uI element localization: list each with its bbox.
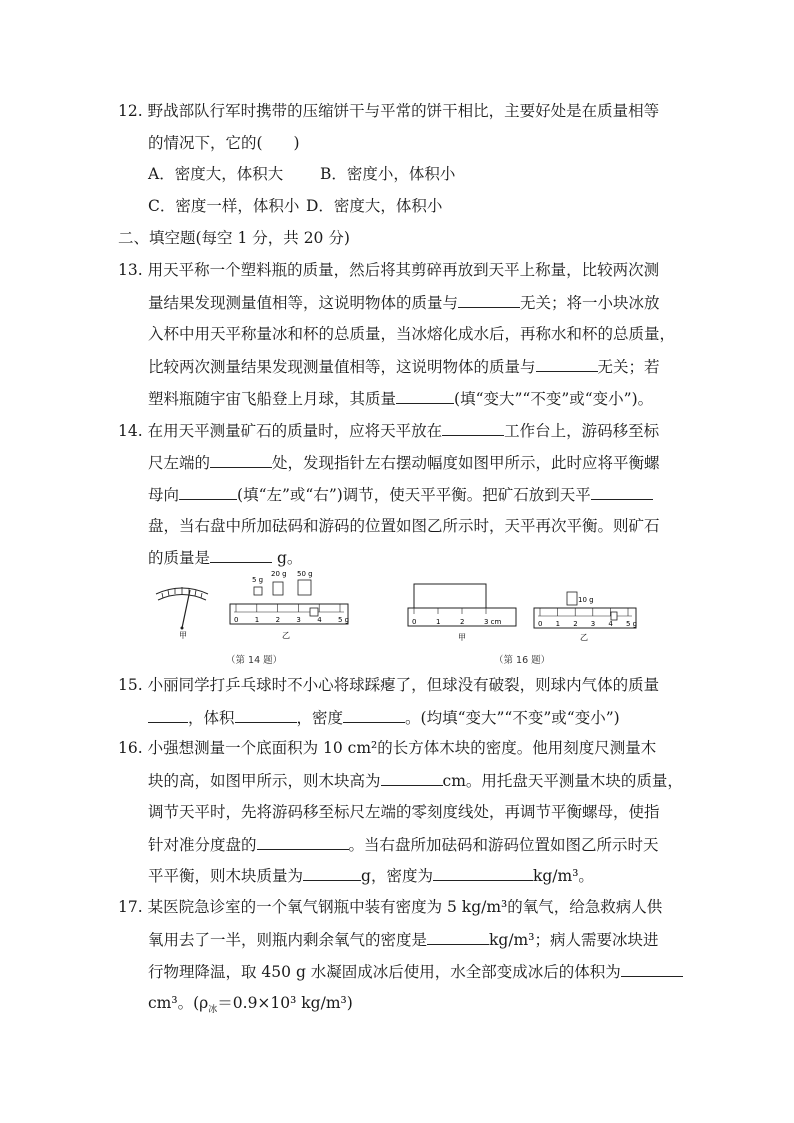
fig14-yi-label: 乙	[282, 631, 290, 640]
question-number: 12.	[118, 102, 143, 120]
tick-label: 5 g	[338, 616, 350, 624]
q13-line-2: 量结果发现测量值相等，这说明物体的质量与 无关；将一小块冰放	[148, 291, 660, 314]
q15-line-1: 15. 小丽同学打乒乓球时不小心将球踩瘪了，但球没有破裂，则球内气体的质量	[118, 676, 660, 694]
tick-label: 1	[254, 616, 260, 624]
q14-line-4: 盘，当右盘中所加砝码和游码的位置如图乙所示时，天平再次平衡。则矿石	[148, 517, 660, 535]
q17-line-2: 氧用去了一半，则瓶内剩余氧气的密度是 kg/m³；病人需要冰块进	[148, 928, 658, 951]
q14-line-2: 尺左端的 处，发现指针左右摆动幅度如图甲所示，此时应将平衡螺	[148, 451, 660, 474]
fig16-tick-labels	[538, 608, 637, 628]
tick-label: 2	[275, 616, 281, 624]
q14-line-3: 母向 (填“左”或“右”)调节，使天平平衡。把矿石放到天平	[148, 483, 653, 506]
tick-label: 4	[317, 616, 322, 624]
q12-option-d: D．密度大，体积小	[306, 197, 443, 215]
q17-line-1: 17. 某医院急诊室的一个氧气钢瓶中装有密度为 5 kg/m³的氧气，给急救病人供	[118, 898, 663, 916]
answer-blank	[235, 706, 297, 723]
fig16-jia-label: 甲	[458, 633, 466, 642]
tick-label: 2	[573, 620, 578, 628]
q16-line-5: 平平衡，则木块质量为 g，密度为 kg/m³。	[148, 864, 594, 887]
fig16-weight	[567, 592, 594, 605]
q13-line-4: 比较两次测量结果发现测量值相等，这说明物体的质量与 无关；若	[148, 355, 660, 378]
answer-blank	[536, 355, 598, 372]
tick-label: 5 g	[626, 620, 638, 628]
balance-pointer-dial	[156, 587, 208, 630]
tick-label: 4	[608, 620, 613, 628]
tick-label: 2	[460, 618, 465, 626]
weight-label-20g: 20 g	[271, 570, 287, 578]
tick-label: 3 cm	[484, 618, 502, 626]
question-number: 13.	[118, 261, 143, 279]
tick-label: 1	[436, 618, 441, 626]
q16-line-1: 16. 小强想测量一个底面积为 10 cm²的长方体木块的密度。他用刻度尺测量木	[118, 739, 657, 757]
q12-option-c: C．密度一样，体积小	[148, 197, 300, 215]
q16-line-4: 针对准分度盘的 。当右盘所加砝码和游码位置如图乙所示时天	[148, 833, 659, 856]
fig14-jia-label: 甲	[179, 631, 187, 640]
q17-line-4: cm³。($\rho_冰=0.9\times 10^3$ kg/m³)	[148, 994, 353, 1016]
q13-line-3: 入杯中用天平称量冰和杯的总质量，当冰熔化成水后，再称水和杯的总质量，	[148, 325, 676, 343]
question-number: 15.	[118, 676, 143, 694]
q13-line-1: 13. 用天平称一个塑料瓶的质量，然后将其剪碎再放到天平上称量，比较两次测	[118, 261, 660, 279]
answer-blank	[179, 483, 237, 500]
answer-blank	[303, 864, 361, 881]
tick-label: 0	[538, 620, 543, 628]
tick-label: 0	[412, 618, 417, 626]
tick-label: 1	[555, 620, 561, 628]
answer-blank	[427, 928, 489, 945]
answer-blank	[210, 546, 272, 563]
fig16-yi-label: 乙	[580, 633, 588, 642]
weight-label-50g: 50 g	[297, 570, 313, 578]
answer-blank	[621, 960, 683, 977]
fig14-caption: （第 14 题）	[226, 655, 283, 666]
fig14-rider-scale	[230, 604, 348, 624]
q15-line-2: ，体积 ，密度 。(均填“变大”“不变”或“变小”)	[148, 706, 620, 729]
q12-option-b: B．密度小，体积小	[320, 165, 456, 183]
weight-label-5g: 5 g	[252, 576, 264, 584]
q12-option-a: A．密度大，体积大	[148, 165, 284, 183]
q17-line-3: 行物理降温，取 450 g 水凝固成冰后使用，水全部变成冰后的体积为	[148, 960, 683, 983]
answer-blank	[591, 483, 653, 500]
fig16-ruler-tick-labels	[412, 608, 502, 626]
fig16-caption: （第 16 题）	[494, 655, 551, 666]
answer-blank	[433, 864, 533, 881]
answer-blank	[210, 451, 272, 468]
question-number: 16.	[118, 739, 143, 757]
q16-line-2: 块的高，如图甲所示，则木块高为 cm。用托盘天平测量木块的质量，	[148, 769, 683, 792]
tick-label: 3	[296, 616, 301, 624]
q16-line-3: 调节天平时，先将游码移至标尺左端的零刻度线处，再调节平衡螺母，使指	[148, 803, 660, 821]
answer-blank	[396, 387, 454, 404]
answer-blank	[343, 706, 405, 723]
tick-label: 0	[234, 616, 239, 624]
tick-label: 3	[590, 620, 596, 628]
weight-label-10g: 10 g	[578, 596, 594, 604]
fig16-rider-scale	[534, 608, 636, 628]
section-heading: 二、填空题(每空 1 分，共 20 分)	[118, 229, 350, 247]
fig14-weights	[252, 570, 313, 595]
q12-line-2: 的情况下，它的( )	[148, 134, 300, 152]
answer-blank	[257, 833, 349, 850]
answer-blank	[442, 419, 504, 436]
answer-blank	[381, 769, 443, 786]
answer-blank	[458, 291, 520, 308]
question-number: 17.	[118, 898, 143, 916]
q14-line-1: 14. 在用天平测量矿石的质量时，应将天平放在 工作台上，游码移至标	[118, 419, 659, 442]
answer-blank	[148, 706, 188, 723]
question-number: 14.	[118, 422, 143, 440]
figures-strip	[150, 568, 650, 650]
q14-line-5: 的质量是 g。	[148, 546, 302, 569]
q12-line-1: 12. 野战部队行军时携带的压缩饼干与平常的饼干相比，主要好处是在质量相等	[118, 102, 660, 120]
q13-line-5: 塑料瓶随宇宙飞船登上月球，其质量 (填“变大”“不变”或“变小”)。	[148, 387, 653, 410]
fig14-tick-labels	[234, 604, 349, 624]
